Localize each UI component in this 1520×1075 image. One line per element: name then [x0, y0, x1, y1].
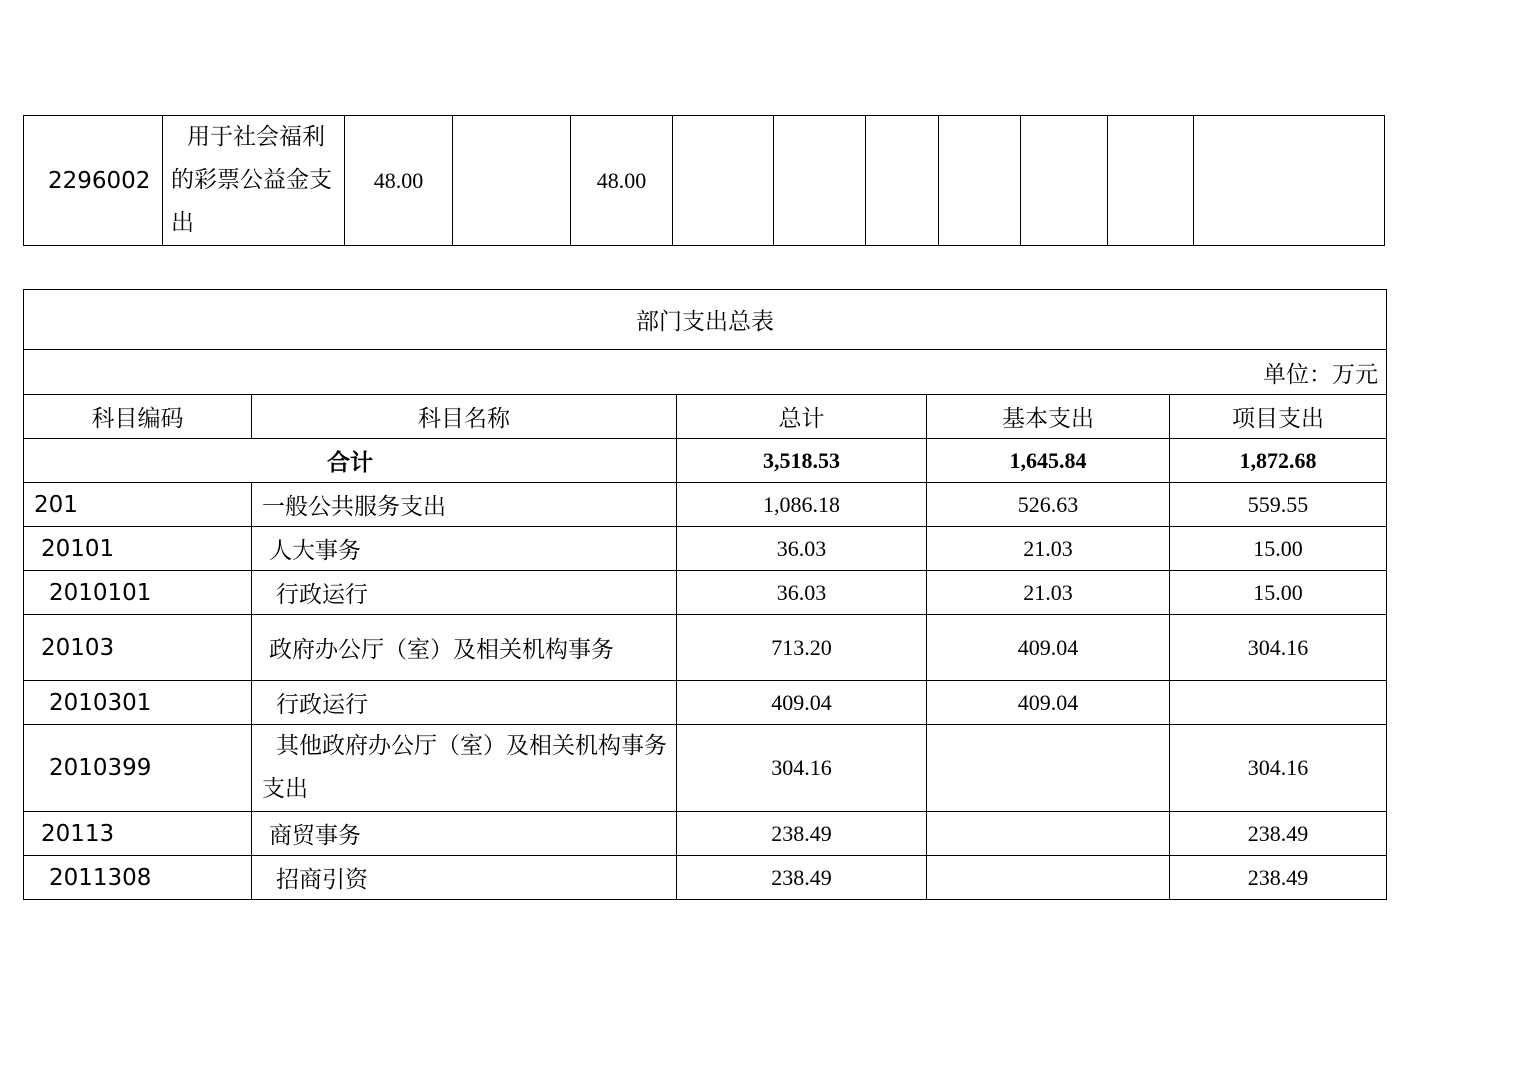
total-cell: 36.03	[677, 527, 927, 571]
project-cell	[1170, 681, 1387, 725]
empty-cell	[1021, 116, 1108, 246]
basic-cell	[927, 725, 1170, 812]
project-cell: 238.49	[1170, 812, 1387, 856]
unit-label: 单位：万元	[24, 350, 1387, 395]
basic-cell: 526.63	[927, 483, 1170, 527]
table-row	[24, 725, 1387, 812]
subject-code-cell: 2296002	[24, 116, 163, 246]
table-row	[24, 615, 1387, 681]
table-row	[24, 571, 1387, 615]
subject-code-cell: 20113	[24, 812, 252, 856]
column-header: 基本支出	[927, 395, 1170, 439]
empty-cell	[774, 116, 866, 246]
total-cell: 1,086.18	[677, 483, 927, 527]
basic-cell: 409.04	[927, 681, 1170, 725]
basic-cell: 409.04	[927, 615, 1170, 681]
amount-cell: 48.00	[345, 116, 453, 246]
total-cell: 238.49	[677, 812, 927, 856]
subject-name-cell: 行政运行	[252, 571, 677, 615]
total-cell: 238.49	[677, 856, 927, 900]
table-row	[24, 483, 1387, 527]
total-cell: 713.20	[677, 615, 927, 681]
basic-cell: 21.03	[927, 527, 1170, 571]
basic-cell	[927, 812, 1170, 856]
table-title: 部门支出总表	[24, 290, 1387, 350]
basic-cell	[927, 856, 1170, 900]
subject-name-cell: 行政运行	[252, 681, 677, 725]
subject-code-cell: 2010101	[24, 571, 252, 615]
total-label: 合计	[24, 439, 677, 483]
empty-cell	[1194, 116, 1385, 246]
empty-cell	[866, 116, 939, 246]
table-row	[24, 681, 1387, 725]
table-row	[24, 116, 1385, 246]
subject-name-cell: 商贸事务	[252, 812, 677, 856]
subject-name-cell: 招商引资	[252, 856, 677, 900]
subject-code-cell: 20103	[24, 615, 252, 681]
total-project: 1,872.68	[1170, 439, 1387, 483]
expenditure-summary-table	[23, 289, 1387, 900]
subject-code-cell: 20101	[24, 527, 252, 571]
table-row	[24, 856, 1387, 900]
total-cell: 36.03	[677, 571, 927, 615]
total-cell: 409.04	[677, 681, 927, 725]
column-header: 项目支出	[1170, 395, 1387, 439]
empty-cell	[939, 116, 1021, 246]
subject-code-cell: 2010301	[24, 681, 252, 725]
subject-name-cell: 用于社会福利的彩票公益金支出	[163, 116, 345, 246]
column-header: 总计	[677, 395, 927, 439]
project-cell: 304.16	[1170, 725, 1387, 812]
continuation-table	[23, 115, 1385, 246]
project-cell: 15.00	[1170, 571, 1387, 615]
project-cell: 15.00	[1170, 527, 1387, 571]
header-row	[24, 395, 1387, 439]
subject-code-cell: 2010399	[24, 725, 252, 812]
project-cell: 559.55	[1170, 483, 1387, 527]
subject-name-cell: 政府办公厅（室）及相关机构事务	[252, 615, 677, 681]
project-cell: 304.16	[1170, 615, 1387, 681]
total-row	[24, 439, 1387, 483]
subject-name-cell: 一般公共服务支出	[252, 483, 677, 527]
amount-cell: 48.00	[571, 116, 673, 246]
basic-cell: 21.03	[927, 571, 1170, 615]
subject-name-cell: 人大事务	[252, 527, 677, 571]
column-header: 科目名称	[252, 395, 677, 439]
empty-cell	[673, 116, 774, 246]
subject-code-cell: 201	[24, 483, 252, 527]
table-row	[24, 527, 1387, 571]
empty-cell	[1108, 116, 1194, 246]
column-header: 科目编码	[24, 395, 252, 439]
project-cell: 238.49	[1170, 856, 1387, 900]
table-row	[24, 812, 1387, 856]
total-cell: 304.16	[677, 725, 927, 812]
total-basic: 1,645.84	[927, 439, 1170, 483]
amount-cell	[453, 116, 571, 246]
subject-code-cell: 2011308	[24, 856, 252, 900]
subject-name-cell: 其他政府办公厅（室）及相关机构事务支出	[252, 725, 677, 812]
total-amount: 3,518.53	[677, 439, 927, 483]
